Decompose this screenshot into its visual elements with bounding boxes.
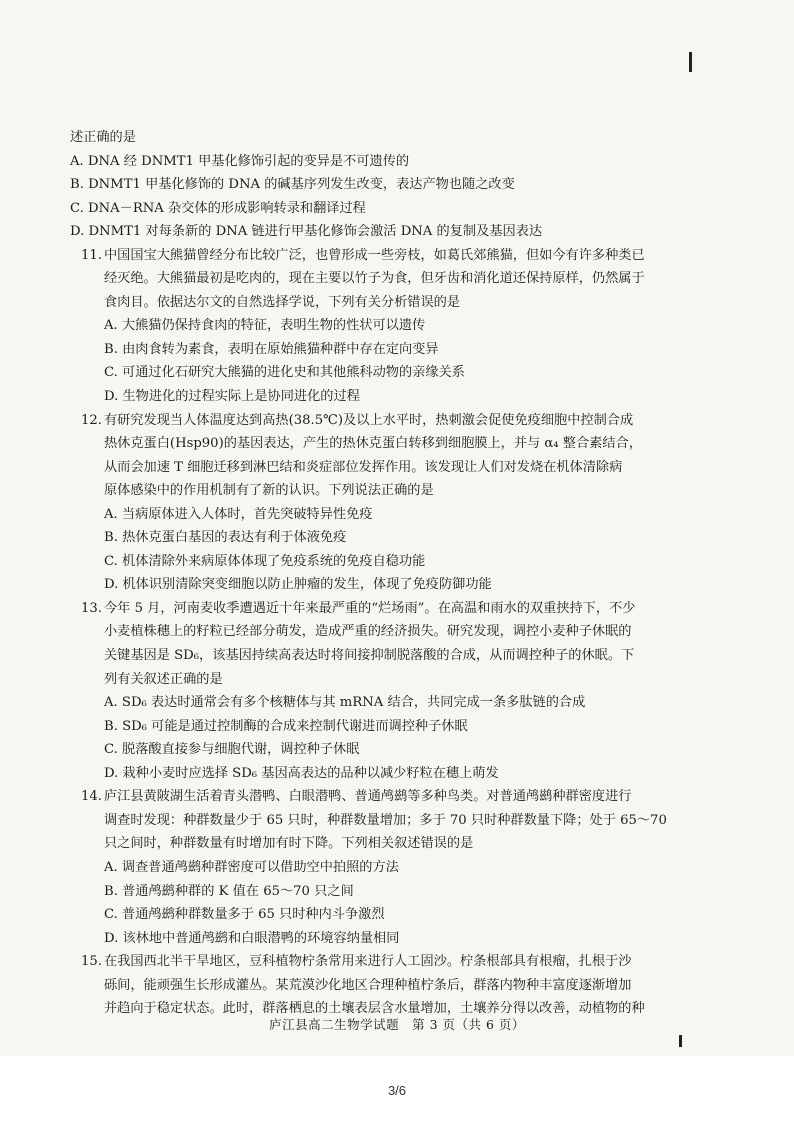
option-13-b: B. SD₆ 可能是通过控制酶的合成来控制代谢进而调控种子休眠: [104, 718, 468, 734]
option-10-c: C. DNA－RNA 杂交体的形成影响转录和翻译过程: [70, 200, 366, 216]
question-stem-line: 原体感染中的作用机制有了新的认识。下列说法正确的是: [104, 483, 434, 499]
question-10-continuation: [70, 126, 700, 244]
option-12-a: A. 当病原体进入人体时，首先突破特异性免疫: [104, 506, 373, 522]
question-stem-line: 今年 5 月，河南麦收季遭遇近十年来最严重的“烂场雨”。在高温和雨水的双重挟持下，不少: [104, 600, 636, 616]
option-12-b: B. 热休克蛋白基因的表达有利于体液免疫: [104, 530, 347, 546]
question-stem-line: 热休克蛋白(Hsp90)的基因表达，产生的热休克蛋白转移到细胞膜上，并与 α₄ 整合素结合，: [104, 436, 642, 452]
option-11-b: B. 由肉食转为素食，表明在原始熊猫种群中存在定向变异: [104, 341, 439, 357]
option-13-a: A. SD₆ 表达时通常会有多个核糖体与其 mRNA 结合，共同完成一条多肽链的合成: [104, 695, 586, 711]
scan-mark-bottom: [679, 1035, 682, 1047]
question-number: 11.: [81, 247, 102, 263]
option-11-d: D. 生物进化的过程实际上是协同进化的过程: [104, 389, 360, 405]
question-stem-line: 小麦植株穗上的籽粒已经部分萌发，造成严重的经济损失。研究发现，调控小麦种子休眠的: [104, 624, 632, 640]
option-13-c: C. 脱落酸直接参与细胞代谢，调控种子休眠: [104, 742, 360, 758]
option-11-c: C. 可通过化石研究大熊猫的进化史和其他熊科动物的亲缘关系: [104, 365, 465, 381]
option-10-d: D. DNMT1 对每条新的 DNA 链进行甲基化修饰会激活 DNA 的复制及基因表达: [70, 224, 543, 240]
question-stem-line: 庐江县黄陂湖生活着青头潜鸭、白眼潜鸭、普通鸬鹚等多种鸟类。对普通鸬鹚种群密度进行: [104, 789, 632, 805]
question-stem-line: 列有关叙述正确的是: [104, 671, 223, 687]
question-stem-line: 食肉目。依据达尔文的自然选择学说，下列有关分析错误的是: [104, 294, 461, 310]
question-10-stem-end: 述正确的是: [70, 130, 136, 145]
exam-content: [70, 126, 700, 1021]
option-14-b: B. 普通鸬鹚种群的 K 值在 65～70 只之间: [104, 883, 354, 899]
question-14: [70, 785, 700, 856]
option-14-c: C. 普通鸬鹚种群数量多于 65 只时种内斗争激烈: [104, 907, 385, 923]
question-stem-line: 并趋向于稳定状态。此时，群落栖息的土壤表层含水量增加，土壤养分得以改善，动植物的种: [104, 1001, 645, 1017]
question-12: [70, 409, 700, 503]
option-12-c: C. 机体清除外来病原体体现了免疫系统的免疫自稳功能: [104, 553, 426, 569]
option-10-b: B. DNMT1 甲基化修饰的 DNA 的碱基序列发生改变，表达产物也随之改变: [70, 177, 515, 193]
question-stem-line: 调查时发现：种群数量少于 65 只时，种群数量增加；多于 70 只时种群数量下降；处于 65～70: [104, 812, 667, 828]
question-number: 15.: [81, 954, 102, 970]
option-14-d: D. 该林地中普通鸬鹚和白眼潜鸭的环境容纳量相同: [104, 930, 400, 946]
question-stem-line: 在我国西北半干旱地区，豆科植物柠条常用来进行人工固沙。柠条根部具有根瘤，扎根于沙: [104, 954, 632, 970]
page-number: 3/6: [387, 1083, 407, 1098]
question-number: 14.: [81, 789, 102, 805]
option-13-d: D. 栽种小麦时应选择 SD₆ 基因高表达的品种以减少籽粒在穗上萌发: [104, 765, 499, 781]
option-14-a: A. 调查普通鸬鹚种群密度可以借助空中拍照的方法: [104, 859, 399, 875]
option-10-a: A. DNA 经 DNMT1 甲基化修饰引起的变异是不可遗传的: [70, 153, 410, 169]
question-number: 12.: [81, 412, 102, 428]
option-11-a: A. 大熊猫仍保持食肉的特征，表明生物的性状可以遗传: [104, 318, 426, 334]
question-stem-line: 经灭绝。大熊猫最初是吃肉的，现在主要以竹子为食，但牙齿和消化道还保持原样，仍然属于: [104, 271, 645, 287]
question-stem-line: 有研究发现当人体温度达到高热(38.5℃)及以上水平时，热刺激会促使免疫细胞中控制合成: [104, 412, 634, 428]
question-stem-line: 砾间，能顽强生长形成灌丛。某荒漠沙化地区合理种植柠条后，群落内物种丰富度逐渐增加: [104, 977, 632, 993]
option-12-d: D. 机体识别清除突变细胞以防止肿瘤的发生，体现了免疫防御功能: [104, 577, 492, 593]
question-number: 13.: [81, 600, 102, 616]
question-15: [70, 950, 700, 1021]
scan-mark-top: [689, 52, 692, 72]
question-stem-line: 中国国宝大熊猫曾经分布比较广泛，也曾形成一些旁枝，如葛氏郊熊猫，但如今有许多种类已: [104, 247, 645, 263]
question-stem-line: 从而会加速 T 细胞迁移到淋巴结和炎症部位发挥作用。该发现让人们对发烧在机体清除病: [104, 459, 623, 475]
question-stem-line: 只之间时，种群数量有时增加有时下降。下列相关叙述错误的是: [104, 836, 474, 852]
question-stem-line: 关键基因是 SD₆，该基因持续高表达时将间接抑制脱落酸的合成，从而调控种子的休眠。下: [104, 648, 635, 664]
page-footer: 庐江县高二生物学试题 第 3 页（共 6 页）: [269, 1017, 525, 1032]
question-13: [70, 597, 700, 691]
question-11: [70, 244, 700, 315]
